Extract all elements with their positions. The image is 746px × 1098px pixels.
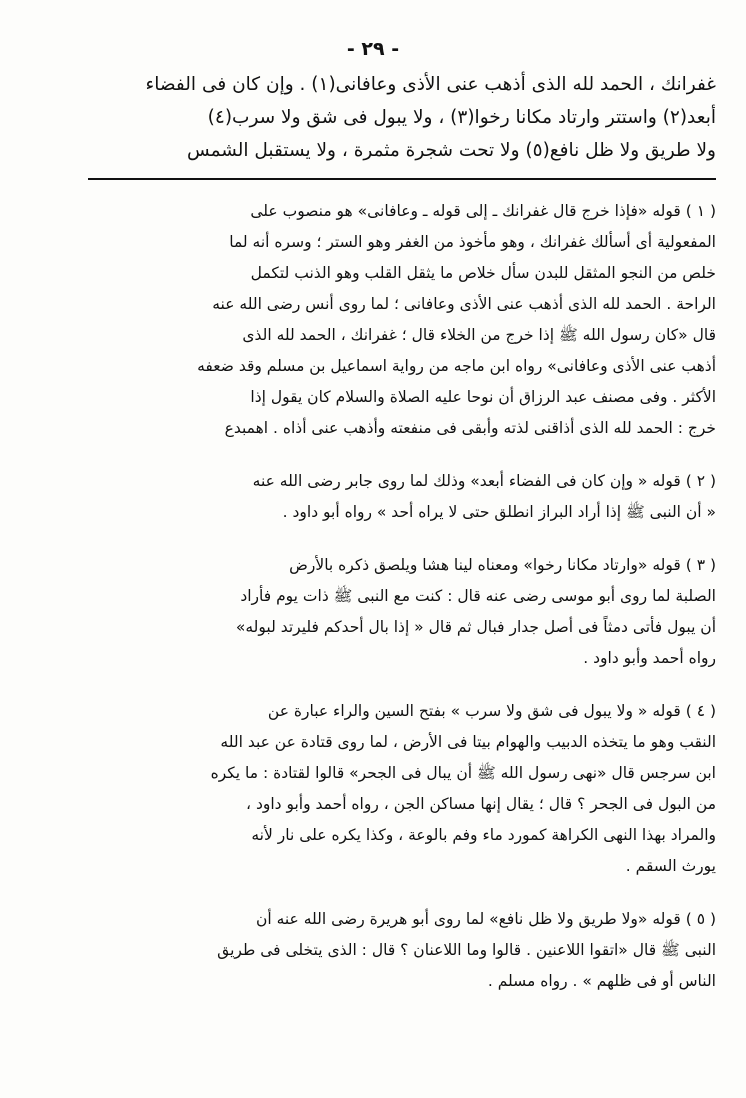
footnote-2 (88, 466, 716, 528)
footnote-line: ( ١ ) قوله «فإذا خرج قال غفرانك ـ إلى قوله ـ وعافانى» هو منصوب على (250, 202, 716, 220)
footnote-line: الناس أو فى ظلهم » . رواه مسلم . (487, 972, 716, 990)
footnote-4 (88, 696, 716, 882)
footnotes (88, 196, 716, 1019)
main-text (88, 68, 716, 167)
footnote-line: أن يبول فأتى دمثاً فى أصل جدار فبال ثم قال « إذا بال أحدكم فليرتد لبوله» (235, 618, 716, 636)
footnote-line: النقب وهو ما يتخذه الدبيب والهوام بيتا فى الأرض ، لما روى قتادة عن عبد الله (220, 733, 716, 751)
footnote-1 (88, 196, 716, 444)
footnote-line: يورث السقم . (625, 857, 716, 875)
footnote-line: ابن سرجس قال «نهى رسول الله ﷺ أن يبال فى الجحر» قالوا لقتادة : ما يكره (210, 764, 716, 782)
footnote-line: ( ٣ ) قوله «وارتاد مكانا رخوا» ومعناه لينا هشا ويلصق ذكره بالأرض (289, 556, 716, 574)
main-text-line: ولا طريق ولا ظل نافع(٥) ولا تحت شجرة مثمرة ، ولا يستقبل الشمس (186, 140, 716, 161)
footnote-line: رواه أحمد وأبو داود . (583, 649, 716, 667)
footnote-line: « أن النبى ﷺ إذا أراد البراز انطلق حتى لا يراه أحد » رواه أبو داود . (282, 503, 716, 521)
footnote-line: والمراد بهذا النهى الكراهة كمورد ماء وفم بالوعة ، وكذا يكره على نار لأنه (251, 826, 716, 844)
footnote-line: الصلبة لما روى أبو موسى رضى عنه قال : كنت مع النبى ﷺ ذات يوم فأراد (240, 587, 716, 605)
footnote-line: خلص من النجو المثقل للبدن سأل خلاص ما يثقل القلب وهو الذنب لتكمل (250, 264, 716, 282)
footnote-line: قال «كان رسول الله ﷺ إذا خرج من الخلاء قال ؛ غفرانك ، الحمد لله الذى (242, 326, 716, 344)
footnote-3 (88, 550, 716, 674)
footnote-line: المفعولية أى أسألك غفرانك ، وهو مأخوذ من الغفر وهو الستر ؛ وسره أنه لما (229, 233, 716, 251)
footnote-line: النبى ﷺ قال «اتقوا اللاعنين . قالوا وما اللاعنان ؟ قال : الذى يتخلى فى طريق (217, 941, 716, 959)
footnote-line: أذهب عنى الأذى وعافانى» رواه ابن ماجه من رواية اسماعيل بن مسلم وقد ضعفه (197, 357, 716, 375)
footnote-separator (88, 178, 716, 180)
footnote-line: ( ٤ ) قوله « ولا يبول فى شق ولا سرب » بفتح السين والراء عبارة عن (267, 702, 716, 720)
main-text-line: غفرانك ، الحمد لله الذى أذهب عنى الأذى وعافانى(١) . وإن كان فى الفضاء (145, 74, 716, 95)
footnote-line: الراحة . الحمد لله الذى أذهب عنى الأذى وعافانى ؛ لما روى أنس رضى الله عنه (212, 295, 716, 313)
footnote-line: من البول فى الجحر ؟ قال ؛ يقال إنها مساكن الجن ، رواه أحمد وأبو داود ، (246, 795, 716, 813)
footnote-line: خرج : الحمد لله الذى أذاقنى لذته وأبقى فى منفعته وأذهب عنى أذاه . اهمبدع (224, 419, 716, 437)
main-text-line: أبعد(٢) واستتر وارتاد مكانا رخوا(٣) ، ولا يبول فى شق ولا سرب(٤) (207, 107, 716, 128)
footnote-line: الأكثر . وفى مصنف عبد الرزاق أن نوحا عليه الصلاة والسلام كان يقول إذا (250, 388, 716, 406)
footnote-line: ( ٢ ) قوله « وإن كان فى الفضاء أبعد» وذلك لما روى جابر رضى الله عنه (252, 472, 716, 490)
page-number: - ٢٩ - (346, 38, 400, 60)
footnote-5 (88, 904, 716, 997)
footnote-line: ( ٥ ) قوله «ولا طريق ولا ظل نافع» لما روى أبو هريرة رضى الله عنه أن (255, 910, 716, 928)
